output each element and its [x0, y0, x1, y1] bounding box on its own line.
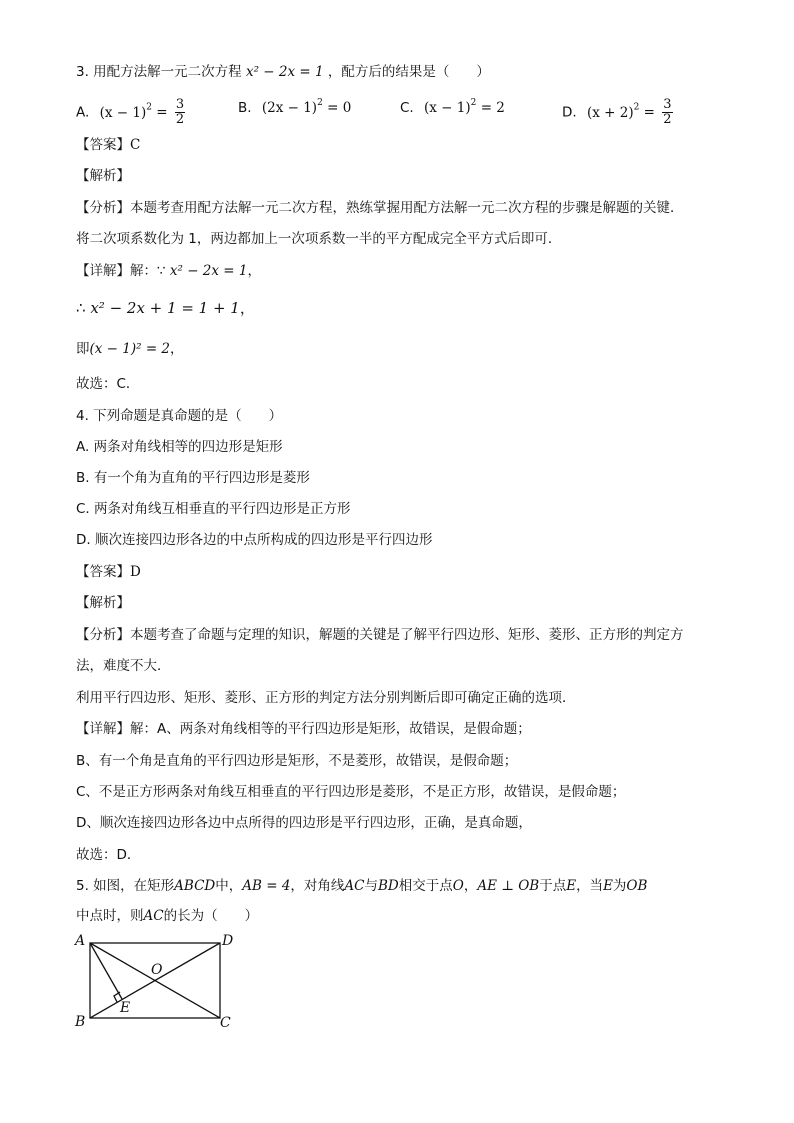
step-equation: x² − 2x + 1 = 1 + 1 — [90, 299, 240, 317]
q3-analysis-tag: 【解析】 — [76, 168, 130, 184]
step-prefix: 解：∵ — [130, 263, 166, 279]
q4-fenxi-2: 利用平行四边形、矩形、菱形、正方形的判定方法分别判断后即可确定正确的选项． — [76, 690, 576, 706]
q4-detail-4: D、顺次连接四边形各边中点所得的四边形是平行四边形，正确，是真命题， — [76, 815, 532, 831]
q4-answer — [76, 562, 141, 582]
stem-text: 相交于点 — [398, 878, 453, 894]
option-label: A. — [76, 104, 90, 121]
stem-text: 于点 — [539, 878, 567, 894]
option-lhs: (x + 2) — [586, 104, 634, 121]
label-b: B — [75, 1014, 86, 1030]
q3-option-c — [400, 98, 505, 118]
q3-fenxi — [76, 198, 684, 218]
q4-option-a: A. 两条对角线相等的四边形是矩形 — [76, 439, 283, 455]
stem-text: 中点时，则 — [76, 908, 144, 924]
option-equals: = — [156, 104, 168, 121]
q3-option-a — [76, 98, 185, 127]
option-equals: = 0 — [327, 100, 352, 116]
q5-stem-line1 — [76, 876, 647, 896]
fraction-denominator: 2 — [175, 112, 185, 127]
step-suffix: ， — [239, 299, 255, 317]
q5-rectangle-figure — [70, 928, 240, 1033]
math-ab: AB = 4 — [242, 878, 291, 894]
step-equation: (x − 1)² = 2 — [89, 341, 171, 357]
math-ob: OB — [626, 878, 648, 894]
fraction-denominator: 2 — [663, 112, 672, 127]
step-equation: x² − 2x = 1 — [169, 263, 248, 279]
option-exponent: 2 — [470, 98, 477, 108]
step-prefix: ∴ — [76, 299, 86, 317]
answer-value: C — [130, 137, 141, 153]
q4-fenxi — [76, 625, 684, 645]
fraction-numerator: 3 — [175, 97, 185, 112]
option-exponent: 2 — [317, 98, 323, 108]
option-equals: = — [643, 104, 655, 121]
option-equals: = 2 — [480, 100, 505, 116]
stem-text: ，对角线 — [290, 878, 345, 894]
q3-detail-1 — [76, 261, 261, 281]
option-label: C. — [400, 100, 414, 116]
option-label: B. — [238, 100, 252, 116]
step-suffix: ， — [247, 263, 261, 279]
label-e: E — [120, 1000, 131, 1016]
math-abcd: ABCD — [174, 878, 216, 894]
stem-text: 为 — [612, 878, 627, 894]
math-ac: AC — [344, 878, 365, 894]
q3-detail-2 — [76, 298, 255, 318]
detail-text: 解：A、两条对角线相等的平行四边形是矩形，故错误，是假命题； — [130, 721, 531, 737]
label-c: C — [220, 1015, 231, 1031]
math-o: O — [452, 878, 464, 894]
q3-option-b — [238, 98, 351, 118]
xiangjie-tag: 【详解】 — [76, 721, 130, 737]
fraction-numerator: 3 — [663, 97, 672, 112]
q4-detail-2: B、有一个角是直角的平行四边形是矩形，不是菱形，故错误，是假命题； — [76, 753, 518, 769]
answer-value: D — [130, 564, 141, 580]
answer-tag: 【答案】 — [76, 137, 130, 153]
stem-text: 与 — [364, 878, 378, 894]
q4-detail-1 — [76, 719, 531, 739]
option-lhs: (x − 1) — [99, 104, 147, 121]
q3-stem-suffix: ，配方后的结果是（ ） — [327, 64, 490, 80]
option-lhs: (2x − 1) — [261, 100, 318, 116]
q5-stem-line2 — [76, 906, 258, 926]
math-e: E — [566, 878, 577, 894]
option-exponent: 2 — [146, 102, 152, 113]
math-bd: BD — [378, 878, 399, 894]
q3-fenxi-2: 将二次项系数化为 1，两边都加上一次项系数一半的平方配成完全平方式后即可． — [76, 231, 562, 247]
xiangjie-tag: 【详解】 — [76, 263, 130, 279]
fenxi-text: 本题考查用配方法解一元二次方程，熟练掌握用配方法解一元二次方程的步骤是解题的关键． — [130, 200, 684, 216]
q4-conclusion: 故选：D． — [76, 847, 141, 863]
q3-answer — [76, 135, 140, 155]
q3-stem-text: 3. 用配方法解一元二次方程 — [76, 64, 242, 80]
q4-analysis-tag: 【解析】 — [76, 595, 130, 611]
q4-option-d: D. 顺次连接四边形各边的中点所构成的四边形是平行四边形 — [76, 532, 433, 548]
q4-option-b: B. 有一个角为直角的平行四边形是菱形 — [76, 470, 310, 486]
stem-text: ，当 — [576, 878, 604, 894]
q3-option-d — [562, 98, 673, 127]
q3-stem — [76, 62, 490, 82]
stem-text: ， — [463, 878, 478, 894]
option-fraction — [175, 98, 185, 127]
stem-text: 中， — [215, 878, 243, 894]
q3-equation: x² − 2x = 1 — [245, 64, 324, 80]
q3-conclusion: 故选：C． — [76, 376, 140, 392]
label-d: D — [222, 933, 234, 949]
label-o: O — [151, 962, 163, 978]
q4-fenxi-cont: 法，难度不大． — [76, 658, 171, 674]
fenxi-tag: 【分析】 — [76, 200, 130, 216]
option-fraction — [662, 98, 672, 127]
label-a: A — [75, 933, 86, 949]
fenxi-tag: 【分析】 — [76, 627, 130, 643]
q3-detail-3 — [76, 339, 184, 359]
step-prefix: 即 — [76, 341, 90, 357]
segment-ae — [90, 943, 122, 999]
stem-text: 的长为（ ） — [163, 908, 259, 924]
option-lhs: (x − 1) — [424, 100, 471, 116]
fenxi-text: 本题考查了命题与定理的知识，解题的关键是了解平行四边形、矩形、菱形、正方形的判定方 — [130, 627, 684, 643]
q4-detail-3: C、不是正方形两条对角线互相垂直的平行四边形是菱形，不是正方形，故错误，是假命题； — [76, 784, 626, 800]
step-suffix: ， — [170, 341, 184, 357]
answer-tag: 【答案】 — [76, 564, 130, 580]
option-label: D. — [562, 104, 577, 121]
math-ac: AC — [143, 908, 164, 924]
q4-option-c: C. 两条对角线互相垂直的平行四边形是正方形 — [76, 501, 351, 517]
math-ae: AE ⊥ OB — [477, 878, 540, 894]
math-e: E — [603, 878, 613, 894]
q4-stem: 4. 下列命题是真命题的是（ ） — [76, 408, 283, 424]
stem-text: 5. 如图，在矩形 — [76, 878, 175, 894]
option-exponent: 2 — [633, 102, 640, 113]
